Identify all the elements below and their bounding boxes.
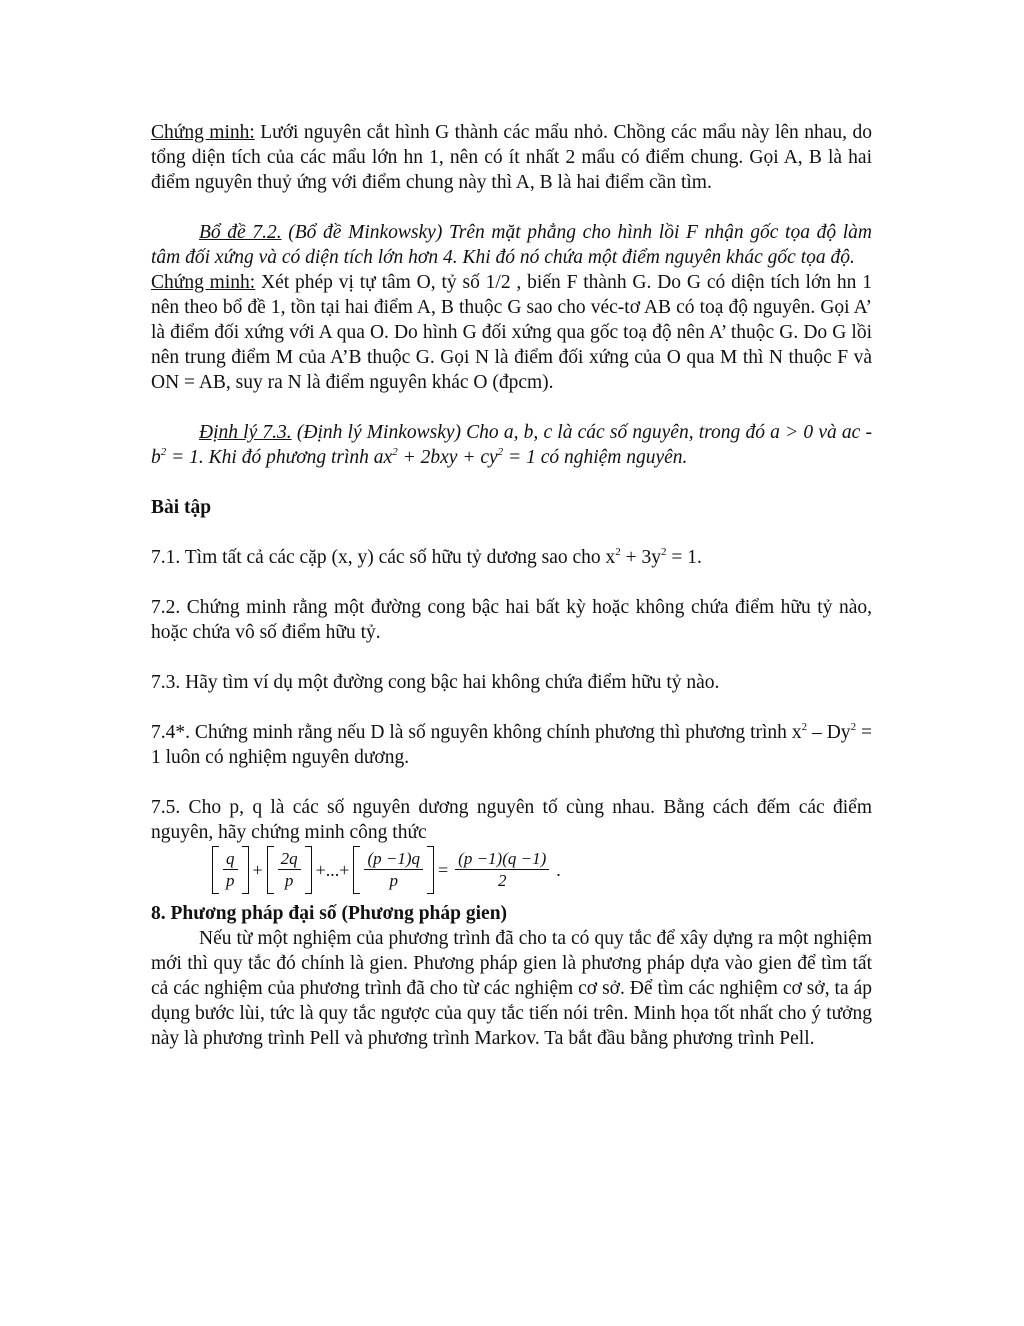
exercise-7-1 <box>151 545 872 570</box>
superscript: 2 <box>801 721 808 733</box>
floor-bracket <box>212 847 249 893</box>
superscript: 2 <box>850 721 857 733</box>
fraction-denominator: p <box>389 870 398 890</box>
fraction-numerator: 2q <box>278 849 301 870</box>
section-8-text: Nếu từ một nghiệm của phương trình đã cho ta có quy tắc để xây dựng ra một nghiệm mới thì quy tắc đó chính là gien. Phương pháp gien là phương pháp dựa vào gien để tìm tất cả các nghiệm của phương trình đã cho từ các nghiệm cơ sở. Để tìm các nghiệm cơ sở, ta áp dụng bước lùi, tức là quy tắc ngược của quy tắc tiến nói trên. Minh họa tốt nhất cho ý tưởng này là phương trình Pell và phương trình Markov. Ta bắt đầu bằng phương trình Pell. <box>151 928 872 1049</box>
theorem-7-3 <box>151 420 872 470</box>
lemma-text: (Bổ đề Minkowsky) Trên mặt phẳng cho hình lồi F nhận gốc tọa độ làm tâm đối xứng và có diện tích lớn hơn 4. Khi đó nó chứa một điểm nguyên khác gốc tọa độ. <box>151 222 872 268</box>
exercise-7-5: 7.5. Cho p, q là các số nguyên dương nguyên tố cùng nhau. Bằng cách đếm các điểm nguyên, hãy chứng minh công thức <box>151 797 872 843</box>
theorem-label: Định lý 7.3. <box>199 422 292 443</box>
proof-paragraph-1 <box>151 120 872 195</box>
proof-label: Chứng minh: <box>151 272 256 293</box>
exercise-7-2: 7.2. Chứng minh rằng một đường cong bậc hai bất kỳ hoặc không chứa điểm hữu tỷ nào, hoặc chứa vô số điểm hữu tỷ. <box>151 597 872 643</box>
ellipsis-sum: +...+ <box>315 859 350 880</box>
exercise-text: – Dy <box>807 722 851 743</box>
proof-paragraph-2 <box>151 270 872 395</box>
exercise-text: + 3y <box>620 547 662 568</box>
fraction-denominator: p <box>226 870 235 890</box>
proof-text: Lưới nguyên cắt hình G thành các mẩu nhỏ. Chồng các mẩu này lên nhau, do tổng diện tích của các mẩu lớn hn 1, nên có ít nhất 2 mẩu có điểm chung. Gọi A, B là hai điểm nguyên thuỷ ứng với điểm chung này thì A, B là hai điểm cần tìm. <box>151 122 872 193</box>
rhs-fraction <box>451 849 553 892</box>
superscript: 2 <box>497 446 504 458</box>
exercise-7-4 <box>151 720 872 770</box>
superscript: 2 <box>661 546 667 558</box>
plus-sign: + <box>252 859 263 880</box>
fraction-denominator: 2 <box>497 870 507 890</box>
proof-label: Chứng minh: <box>151 122 255 143</box>
period: . <box>556 859 561 880</box>
fraction-denominator: p <box>284 870 294 890</box>
proof-text: Xét phép vị tự tâm O, tỷ số 1/2 , biến F thành G. Do G có diện tích lớn hn 1 nên theo bổ đề 1, tồn tại hai điểm A, B thuộc G sao cho véc-tơ AB có toạ độ nguyên. Gọi A’ là điểm đối xứng với A qua O. Do hình G đối xứng qua gốc toạ độ nên A’ thuộc G. Do G lồi nên trung điểm M của A’B thuộc G. Gọi N là điểm đối xứng của O qua M thì N thuộc F và ON = AB, suy ra N là điểm nguyên khác O (đpcm). <box>151 272 872 393</box>
theorem-text: + 2bxy + cy <box>397 447 498 468</box>
theorem-text: = 1. Khi đó phương trình ax <box>166 447 393 468</box>
exercise-text: 7.1. Tìm tất cả các cặp (x, y) các số hữu tỷ dương sao cho x <box>151 547 616 568</box>
fraction-numerator: (p −1)(q −1) <box>455 849 549 870</box>
lemma-label: Bổ đề 7.2. <box>199 222 282 243</box>
exercises-heading: Bài tập <box>151 497 212 518</box>
document-page <box>151 120 872 1051</box>
floor-bracket <box>267 847 312 893</box>
superscript: 2 <box>392 446 398 458</box>
exercise-text: = 1. <box>666 547 702 568</box>
equals-sign: = <box>438 859 449 880</box>
theorem-text: = 1 có nghiệm nguyên. <box>503 447 688 468</box>
exercise-text: = 1 luôn có nghiệm nguyên dương. <box>151 722 872 768</box>
exercise-text: 7.4*. Chứng minh rằng nếu D là số nguyên không chính phương thì phương trình x <box>151 722 802 743</box>
lemma-7-2 <box>151 220 872 270</box>
fraction-numerator: q <box>223 849 238 870</box>
floor-bracket <box>353 847 434 893</box>
superscript: 2 <box>160 446 167 458</box>
fraction-numerator: (p −1)q <box>364 849 423 870</box>
superscript: 2 <box>615 546 621 558</box>
sum-formula <box>211 845 872 895</box>
section-8-heading: 8. Phương pháp đại số (Phương pháp gien) <box>151 903 508 924</box>
theorem-text: (Định lý Minkowsky) Cho a, b, c là các số nguyên, trong đó a > 0 và ac - b <box>151 422 872 468</box>
exercise-7-3: 7.3. Hãy tìm ví dụ một đường cong bậc hai không chứa điểm hữu tỷ nào. <box>151 672 720 693</box>
